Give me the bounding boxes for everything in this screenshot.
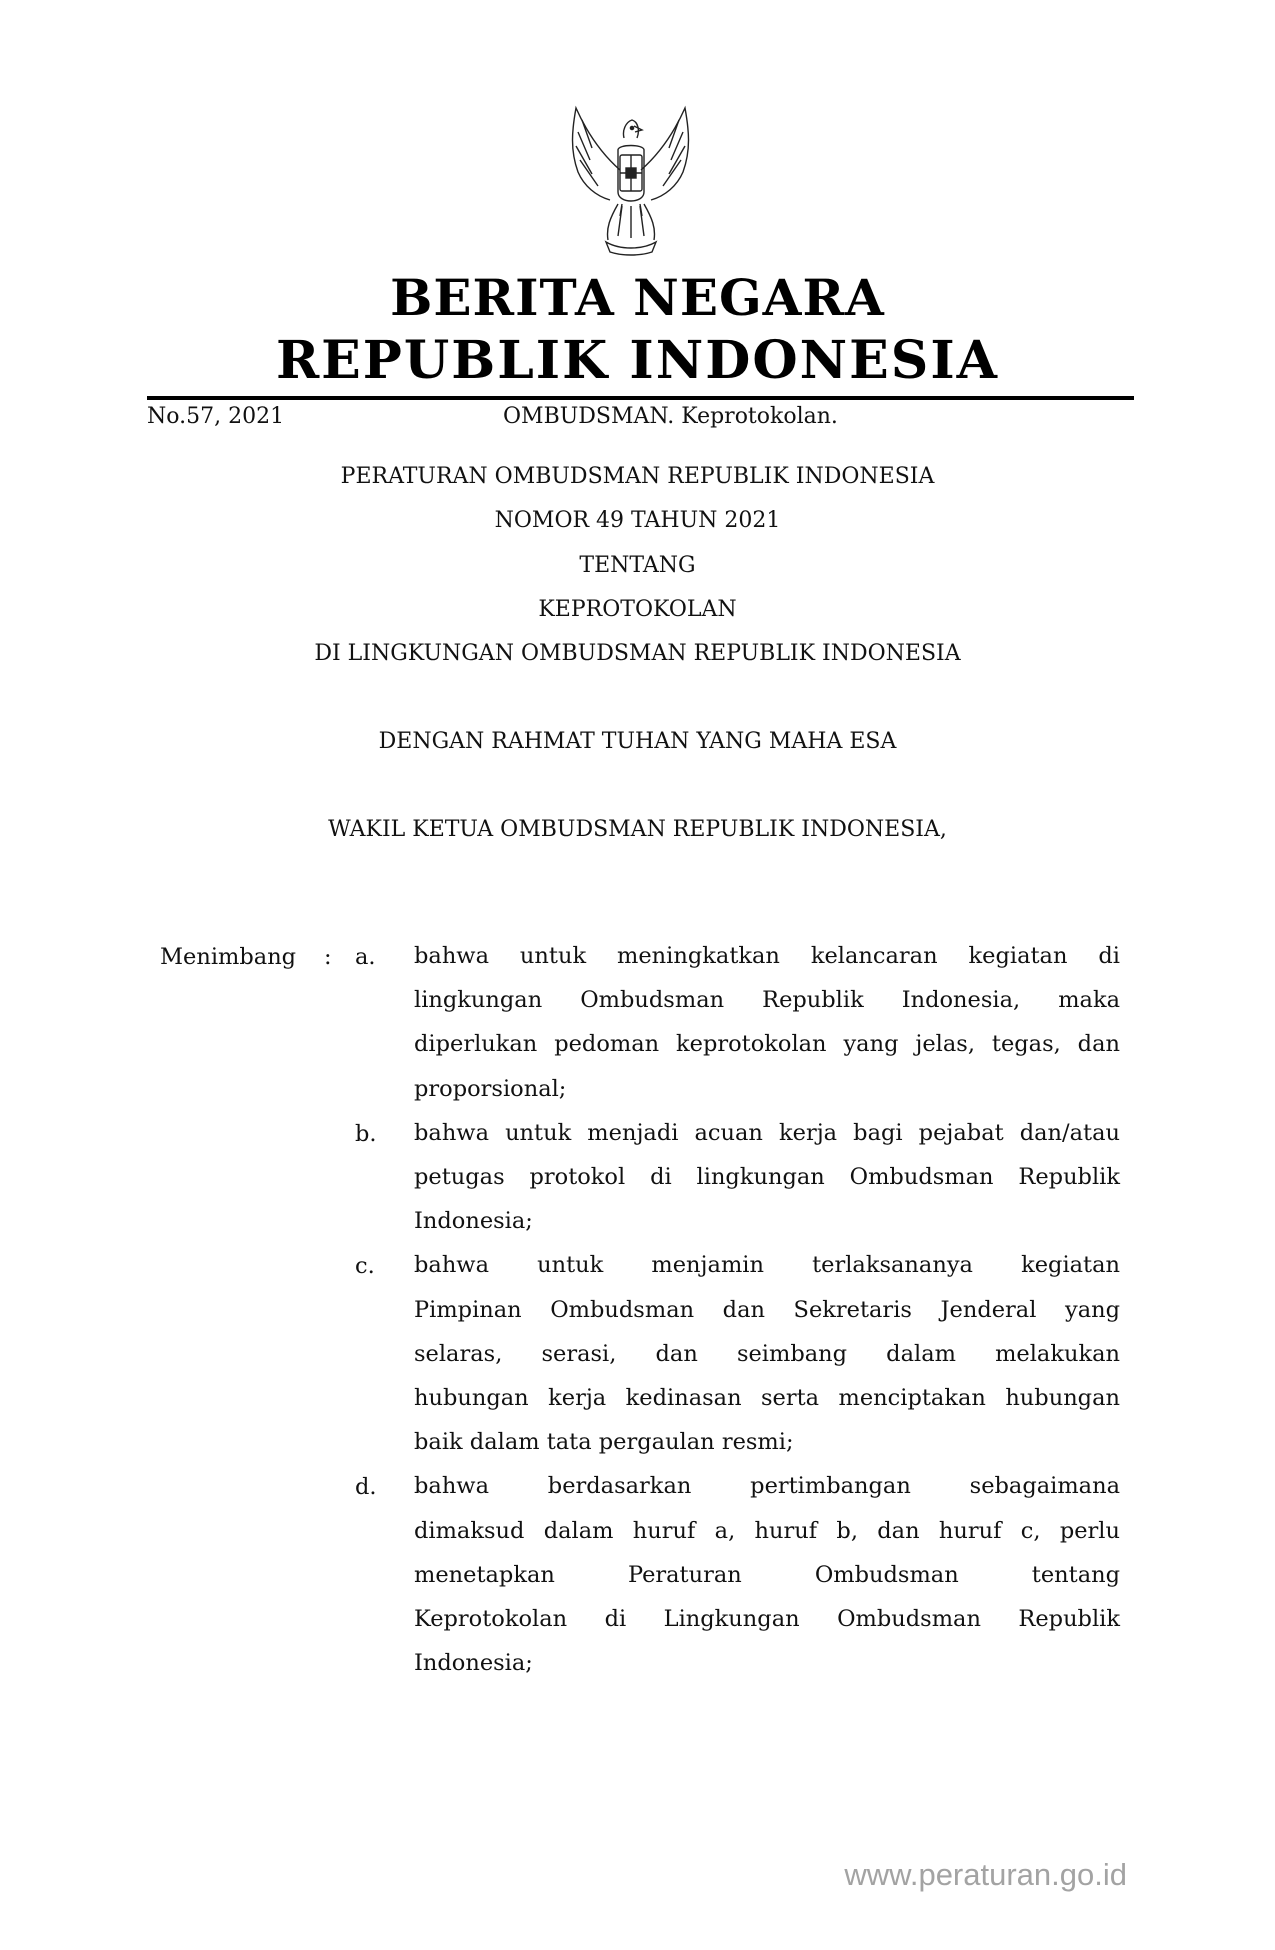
considering-label: Menimbang [160, 944, 297, 970]
considering-item-line: menetapkan Peraturan Ombudsman tentang [414, 1561, 1120, 1588]
masthead-title: BERITA NEGARA [390, 268, 885, 327]
considering-item-line: bahwa untuk menjamin terlaksananya kegiatan [414, 1252, 1120, 1279]
considering-item-line: baik dalam tata pergaulan resmi; [414, 1429, 794, 1456]
regulation-title-line2: DI LINGKUNGAN OMBUDSMAN REPUBLIK INDONESIA [314, 641, 961, 666]
considering-item-line: bahwa berdasarkan pertimbangan sebagaimana [414, 1473, 1120, 1500]
considering-item-letter: d. [355, 1474, 377, 1501]
considering-item-line: hubungan kerja kedinasan serta menciptakan hubungan [414, 1384, 1120, 1411]
considering-colon: : [324, 944, 332, 970]
considering-item-line: Indonesia; [414, 1650, 533, 1677]
considering-item-line: selaras, serasi, dan seimbang dalam melakukan [414, 1340, 1120, 1367]
issuer: WAKIL KETUA OMBUDSMAN REPUBLIK INDONESIA, [328, 817, 947, 842]
gazette-number: No.57, 2021 [147, 404, 285, 429]
watermark: www.peraturan.go.id [844, 1857, 1127, 1892]
considering-item-letter: c. [355, 1253, 375, 1280]
considering-item-line: Pimpinan Ombudsman dan Sekretaris Jenderal yang [414, 1296, 1120, 1323]
masthead-rule [147, 396, 1134, 400]
considering-item-line: dimaksud dalam huruf a, huruf b, dan huruf c, perlu [414, 1517, 1120, 1544]
considering-item-line: proporsional; [414, 1075, 567, 1102]
considering-item-line: bahwa untuk menjadi acuan kerja bagi pejabat dan/atau [414, 1119, 1120, 1146]
regulation-type: PERATURAN OMBUDSMAN REPUBLIK INDONESIA [340, 464, 935, 489]
considering-item-line: Keprotokolan di Lingkungan Ombudsman Republik [414, 1605, 1120, 1632]
masthead-subtitle: REPUBLIK INDONESIA [275, 330, 1000, 391]
gazette-subject: OMBUDSMAN. Keprotokolan. [503, 404, 838, 429]
considering-item-letter: b. [355, 1120, 377, 1147]
regulation-about: TENTANG [579, 553, 696, 578]
considering-item-line: Indonesia; [414, 1208, 533, 1235]
considering-item-letter: a. [355, 944, 376, 970]
considering-item-line: diperlukan pedoman keprotokolan yang jelas, tegas, dan [414, 1031, 1120, 1058]
considering-item-line: lingkungan Ombudsman Republik Indonesia, maka [414, 987, 1120, 1014]
invocation: DENGAN RAHMAT TUHAN YANG MAHA ESA [378, 729, 897, 754]
regulation-number: NOMOR 49 TAHUN 2021 [494, 508, 781, 533]
considering-item-line: bahwa untuk meningkatkan kelancaran kegiatan di [414, 943, 1120, 969]
garuda-emblem-icon [548, 100, 713, 260]
considering-item-line: petugas protokol di lingkungan Ombudsman Republik [414, 1163, 1120, 1190]
regulation-title-line1: KEPROTOKOLAN [538, 597, 737, 622]
